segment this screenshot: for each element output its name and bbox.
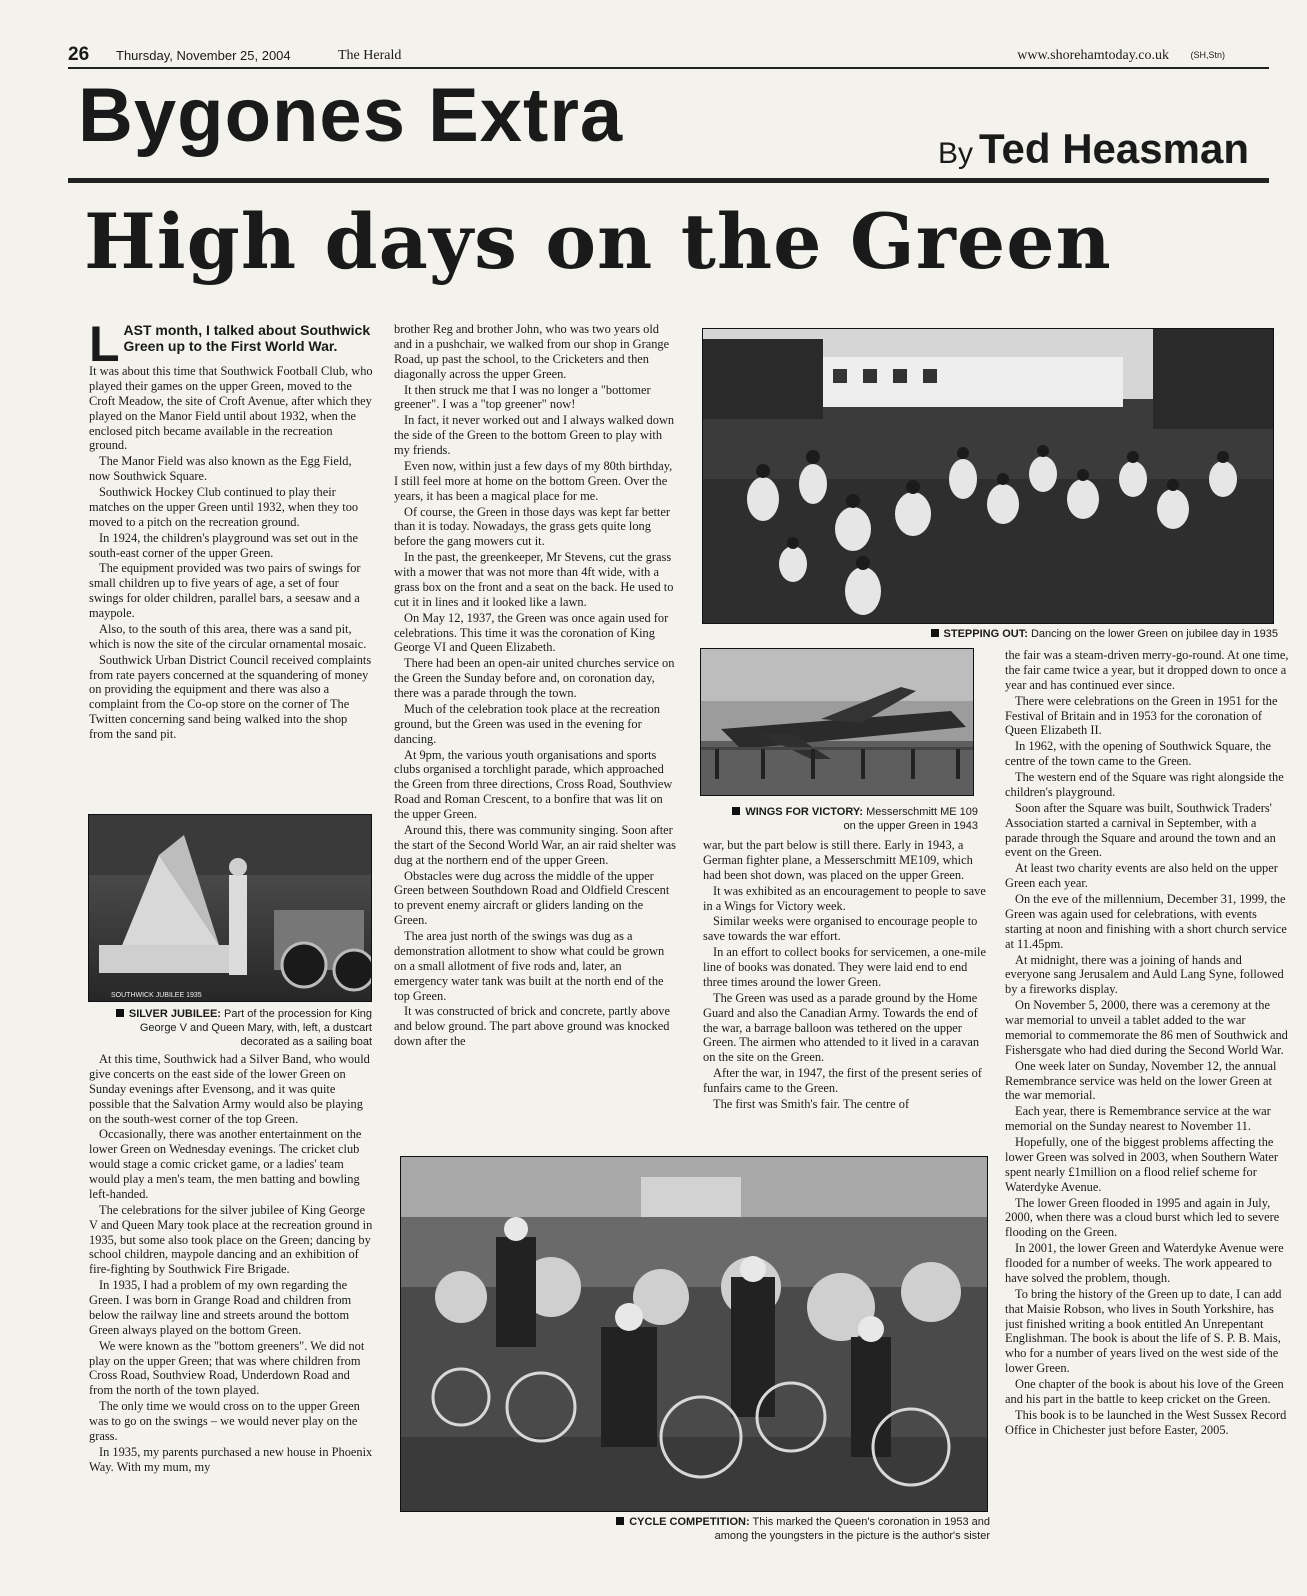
paragraph: The western end of the Square was right alongside the children's playground. xyxy=(1005,770,1284,799)
paragraph: The only time we would cross on to the upper Green was to go on the swings – we would never play on the grass. xyxy=(89,1399,360,1443)
byline-by: By xyxy=(937,137,973,170)
page-folio xyxy=(68,44,1269,66)
paragraph: After the war, in 1947, the first of the present series of funfairs came to the Green. xyxy=(703,1066,982,1095)
edition-code: (SH,Stn) xyxy=(1190,50,1225,60)
paragraph: Southwick Hockey Club continued to play their matches on the upper Green until 1932, when they too moved to a pitch on the recreation ground. xyxy=(89,485,359,529)
article-column-4 xyxy=(1005,648,1289,1548)
paragraph: Occasionally, there was another entertainment on the lower Green on Wednesday evenings. The cricket club would stage a comic cricket game, or a ladies' team would play a men's team, the men batting and bowling left-handed. xyxy=(89,1127,362,1201)
paragraph: Also, to the south of this area, there was a sand pit, which is now the site of the circular ornamental mosaic. xyxy=(89,621,367,651)
paragraph: brother Reg and brother John, who was two years old and in a pushchair, we walked from our shop in Grange Road, up past the school, to the Cricketers and then diagonally across the upper Green. xyxy=(394,322,670,381)
photo-silver-jubilee xyxy=(88,814,372,1002)
paragraph: In an effort to collect books for servicemen, a one-mile line of books was donated. They were laid end to end three times around the lower Green. xyxy=(703,945,986,989)
paragraph: In 1962, with the opening of Southwick Square, the centre of the town came to the Green. xyxy=(1005,739,1272,769)
folio-rule xyxy=(68,67,1269,69)
paragraph: In 1935, I had a problem of my own regarding the Green. I was born in Grange Road and children from below the railway line and streets around the bottom Green always played on the bottom Green. xyxy=(89,1278,352,1337)
byline-author: Ted Heasman xyxy=(979,125,1249,172)
paragraph: the fair was a steam-driven merry-go-round. At one time, the fair came twice a year, but it dropped down to once a year and has continued ever since. xyxy=(1005,648,1289,692)
caption-label: CYCLE COMPETITION: xyxy=(629,1516,750,1528)
issue-date: Thursday, November 25, 2004 xyxy=(116,48,291,63)
paragraph: One week later on Sunday, November 12, the annual Remembrance service was held on the lower Green at the war memorial. xyxy=(1005,1058,1277,1103)
paragraph: The celebrations for the silver jubilee of King George V and Queen Mary took place at the recreation ground in 1935, but some also took place on the Green; dancing by school children, maypole dancing and an exhibition of fire-fighting by Southwick Fire Brigade. xyxy=(89,1202,373,1277)
caption-label: SILVER JUBILEE: xyxy=(128,1008,221,1020)
paragraph: One chapter of the book is about his love of the Green and his part in the battle to keep cricket on the Green. xyxy=(1005,1377,1284,1406)
paragraph: At least two charity events are also held on the upper Green each year. xyxy=(1005,861,1278,891)
plane-image xyxy=(701,649,974,796)
paragraph: In the past, the greenkeeper, Mr Stevens, cut the grass with a mower that was not more than 4ft wide, with a grass box on the front and a seat on the back. He used to cut it in lines and it looked like a lawn. xyxy=(394,550,674,609)
section-rule xyxy=(68,178,1269,183)
paragraph: On November 5, 2000, there was a ceremony at the war memorial to unveil a tablet added to the war memorial to commemorate the 86 men of Southwick and Fishersgate who had died during the Second World War. xyxy=(1005,998,1288,1057)
paragraph: At this time, Southwick had a Silver Band, who would give concerts on the east side of the lower Green on Sunday evenings after Evensong, and it was quite possible that the Salvation Army would also be playing on the south-west corner of the top Green. xyxy=(89,1052,370,1126)
photo-stepping-out xyxy=(702,328,1274,624)
paragraph: The equipment provided was two pairs of swings for small children up to five years of age, a set of four swings for older children, parallel bars, a seesaw and a maypole. xyxy=(89,561,361,620)
caption-bullet-icon xyxy=(732,807,740,815)
caption-text: Messerschmitt ME 109 on the upper Green in 1943 xyxy=(843,806,978,832)
cycle-image xyxy=(401,1157,988,1512)
paragraph: Similar weeks were organised to encourage people to save towards the war effort. xyxy=(703,914,978,944)
paragraph: At 9pm, the various youth organisations and sports clubs organised a torchlight parade, which approached the Green from three directions, Cross Road, Southview Road and Roman Crescent, to a bonfire that was lit on the upper Green. xyxy=(394,747,673,821)
drop-cap: L xyxy=(89,322,120,372)
caption-silver-jubilee xyxy=(108,1008,372,1049)
paragraph: Even now, within just a few days of my 80th birthday, I still feel more at home on the bottom Green. Over the years, it has been a magical place for me. xyxy=(394,458,673,503)
paragraph: It then struck me that I was no longer a "bottomer greener". I was a "top greener" now! xyxy=(394,382,651,412)
col1-paragraphs xyxy=(89,364,373,742)
article-lede: AST month, I talked about Southwick Green up to the First World War. xyxy=(123,322,371,355)
paragraph: It was exhibited as an encouragement to people to save in a Wings for Victory week. xyxy=(703,883,986,913)
paragraph: Soon after the Square was built, Southwick Traders' Association started a carnival in September, with a parade through the Square and around the town and an event on the Green. xyxy=(1005,800,1276,860)
paragraph: Each year, there is Remembrance service at the war memorial on the Sunday nearest to November 11. xyxy=(1005,1104,1271,1134)
caption-text: Part of the procession for King George V and Queen Mary, with, left, a dustcart decorated as a sailing boat xyxy=(139,1008,372,1048)
caption-bullet-icon xyxy=(116,1009,124,1017)
paragraph: The lower Green flooded in 1995 and again in July, 2000, when there was a cloud burst which led to severe flooding on the Green. xyxy=(1005,1195,1280,1240)
paragraph: It was about this time that Southwick Football Club, who played their games on the upper Green, moved to the Croft Meadow, the site of Croft Avenue, after which they played on the Manor Field until about 1932, when the enclosed pitch became available in the recreation ground. xyxy=(89,364,373,453)
paper-name: The Herald xyxy=(338,48,402,63)
caption-cycle-competition xyxy=(596,1516,990,1544)
caption-text: This marked the Queen's coronation in 1953 and among the youngsters in the picture is the author's sister xyxy=(714,1516,990,1542)
paragraph: We were known as the "bottom greeners". We did not play on the upper Green; that was where children from Cross Road, Southview Road, Underdown Road and from the north of the town played. xyxy=(89,1338,365,1398)
article-column-1 xyxy=(89,322,373,806)
paragraph: Hopefully, one of the biggest problems affecting the lower Green was solved in 2003, when Southern Water spent nearly £1million on a flood relief scheme for Waterdyke Avenue. xyxy=(1005,1135,1279,1194)
jubilee-image xyxy=(89,815,372,1002)
photo-cycle-competition xyxy=(400,1156,988,1512)
paragraph: Southwick Urban District Council received complaints from rate payers concerned at the squandering of money on providing the equipment and there was also a complaint from the Co-op store on the corner of The Twitten concerning sand being walked into the shop from the sand pit. xyxy=(89,652,372,741)
caption-stepping-out xyxy=(702,628,1278,642)
caption-label: WINGS FOR VICTORY: xyxy=(745,806,864,818)
paragraph: It was constructed of brick and concrete, partly above and below ground. The part above ground was knocked down after the xyxy=(394,1004,670,1049)
website-url: www.shorehamtoday.co.uk xyxy=(1017,48,1169,63)
caption-wings-for-victory xyxy=(718,806,978,834)
page-number: 26 xyxy=(68,44,90,65)
paragraph: Around this, there was community singing. Soon after the start of the Second World War, an air raid shelter was dug at the northern end of the upper Green. xyxy=(394,822,676,867)
paragraph: Obstacles were dug across the middle of the upper Green between Southdown Road and Oldfield Crescent to prevent enemy aircraft or gliders landing on the Green. xyxy=(394,868,670,928)
paragraph: In 2001, the lower Green and Waterdyke Avenue were flooded for a number of weeks. The work appeared to have solved the problem, though. xyxy=(1005,1241,1284,1285)
paragraph: At midnight, there was a joining of hands and everyone sang Jerusalem and Auld Lang Syne, followed by a fireworks display. xyxy=(1005,952,1284,997)
photo-wings-for-victory xyxy=(700,648,974,796)
paragraph: The area just north of the swings was dug as a demonstration allotment to show what could be grown on a small allotment of five rods and, later, an emergency water tank was built at the north end of the top Green. xyxy=(394,929,665,1003)
paragraph: The Green was used as a parade ground by the Home Guard and also the Canadian Army. Towards the end of the war, a barrage balloon was tethered on the upper Green. The airmen who attended to it lived in a caravan on the site on the Green. xyxy=(703,990,980,1065)
paragraph: war, but the part below is still there. Early in 1943, a German fighter plane, a Messerschmitt ME109, which had been shot down, was placed on the upper Green. xyxy=(703,838,973,882)
dancing-image xyxy=(703,329,1274,624)
article-column-2 xyxy=(394,322,678,1126)
paragraph: This book is to be launched in the West Sussex Record Office in Chichester just before Easter, 2005. xyxy=(1005,1407,1287,1437)
caption-label: STEPPING OUT: xyxy=(943,628,1028,640)
jubilee-inset-text: SOUTHWICK JUBILEE 1935 xyxy=(111,992,202,999)
paragraph: Much of the celebration took place at the recreation ground, but the Green was used in the evening for dancing. xyxy=(394,701,660,746)
caption-text: Dancing on the lower Green on jubilee day in 1935 xyxy=(1030,628,1278,640)
paragraph: Of course, the Green in those days was kept far better than it is today. Nowadays, the grass gets quite long before the gang mowers cut it. xyxy=(394,504,670,549)
byline xyxy=(937,125,1249,172)
section-title: Bygones Extra xyxy=(78,73,624,158)
article-column-3 xyxy=(703,838,989,1128)
article-lede-block xyxy=(89,322,373,372)
paragraph: In 1935, my parents purchased a new house in Phoenix Way. With my mum, my xyxy=(89,1444,373,1474)
paragraph: In 1924, the children's playground was set out in the south-east corner of the upper Green. xyxy=(89,530,358,560)
paragraph: The Manor Field was also known as the Egg Field, now Southwick Square. xyxy=(89,454,352,484)
paragraph: There were celebrations on the Green in 1951 for the Festival of Britain and in 1953 for the coronation of Queen Elizabeth II. xyxy=(1005,693,1278,738)
paragraph: On May 12, 1937, the Green was once again used for celebrations. This time it was the coronation of King George VI and Queen Elizabeth. xyxy=(394,610,669,655)
paragraph: In fact, it never worked out and I always walked down the side of the Green to the bottom Green to play with my friends. xyxy=(394,413,675,457)
paragraph: The first was Smith's fair. The centre of xyxy=(713,1096,910,1111)
paragraph: On the eve of the millennium, December 31, 1999, the Green was again used for celebrations, with events starting at noon and finishing with a short church service at 11.45pm. xyxy=(1005,892,1287,951)
caption-bullet-icon xyxy=(616,1517,624,1525)
headline: High days on the Green xyxy=(84,197,1112,286)
caption-bullet-icon xyxy=(931,629,939,637)
paragraph: To bring the history of the Green up to date, I can add that Maisie Robson, who lives in South Yorkshire, has just finished writing a book entitled An Unrepentant Englishman. The book is about the life of S. P. B. Mais, who for a number of years lived on the west side of the lower Green. xyxy=(1005,1286,1282,1376)
article-column-1-lower xyxy=(89,1052,373,1552)
paragraph: There had been an open-air united churches service on the Green the Sunday before and, on coronation day, there was a parade through the town. xyxy=(394,656,675,700)
